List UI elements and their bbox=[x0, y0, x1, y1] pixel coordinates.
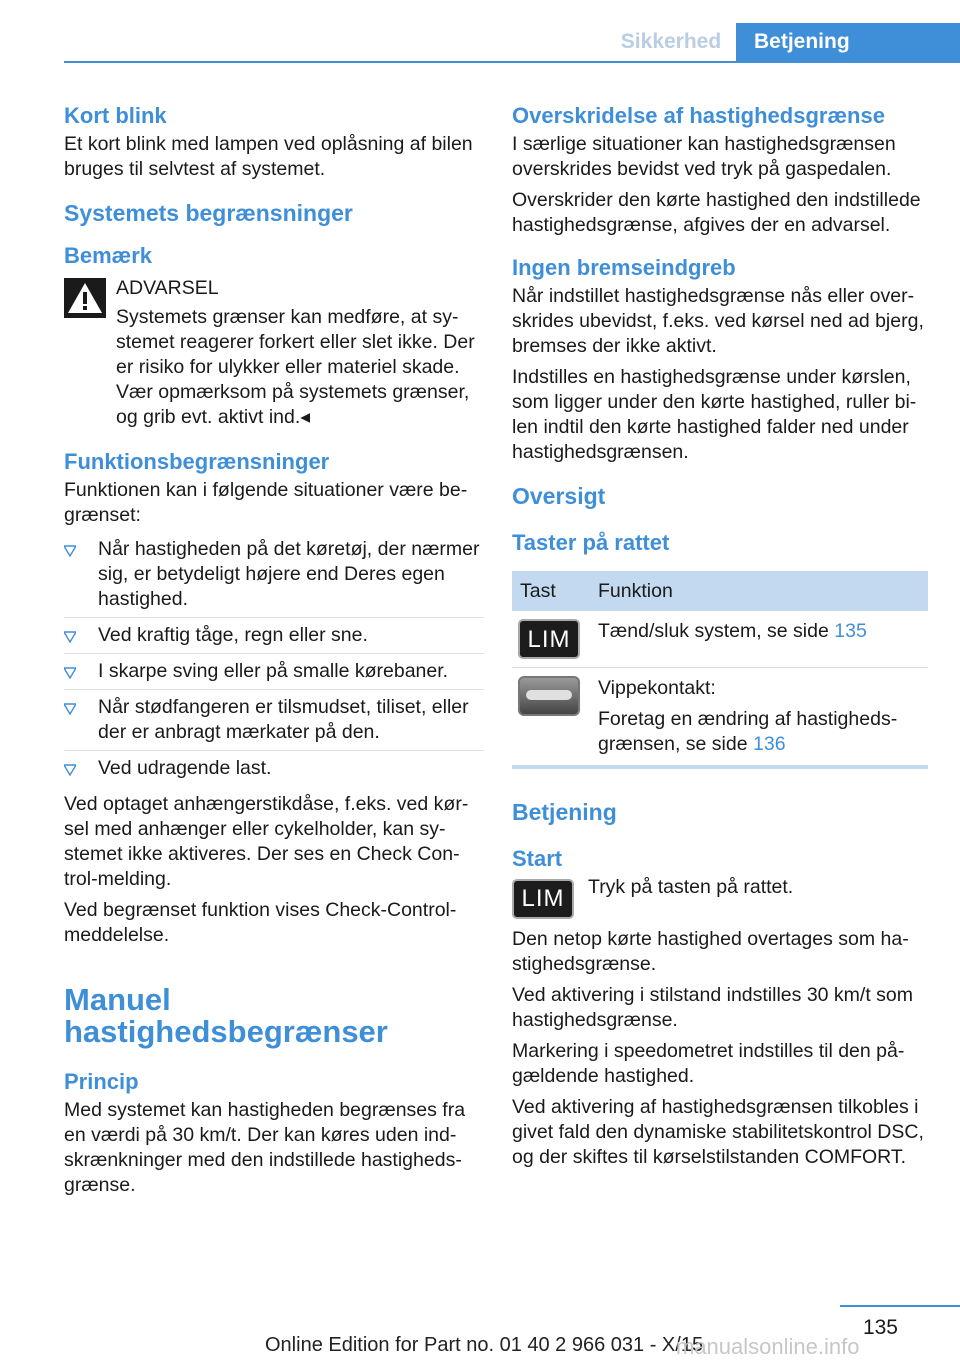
lim-button-icon: LIM bbox=[518, 619, 580, 659]
heading-betjening: Betjening bbox=[512, 799, 617, 825]
heading-ingen-bremseindgreb: Ingen bremseindgreb bbox=[512, 255, 736, 280]
warning-triangle-icon bbox=[64, 278, 106, 318]
list-item bbox=[64, 618, 484, 654]
list-item-text: Ved kraftig tåge, regn eller sne. bbox=[98, 624, 368, 646]
tab-sikkerhed[interactable]: Sikkerhed bbox=[620, 30, 722, 53]
heading-hastighedsbegraenser: hastighedsbegrænser bbox=[64, 1014, 388, 1049]
list-item-text: I skarpe sving eller på smalle kørebaner. bbox=[98, 660, 449, 682]
triangle-bullet-icon bbox=[64, 703, 76, 715]
list-item-text: Når hastigheden på det køretøj, der nærmer sig, er betydeligt højere end Deres egen hastighed. bbox=[98, 538, 480, 610]
warning-title: ADVARSEL bbox=[116, 277, 219, 299]
triangle-bullet-icon bbox=[64, 667, 76, 679]
warning-box bbox=[64, 276, 484, 430]
heading-funktionsbegraensninger: Funktionsbegrænsninger bbox=[64, 449, 330, 474]
heading-systemets-begraensninger: Systemets begrænsninger bbox=[64, 200, 353, 226]
list-item bbox=[64, 690, 484, 751]
text-anhaenger: Ved optaget anhængerstikdåse, f.eks. ved kørsel med anhænger eller cykelholder, kan systemet ikke aktiveres. Der ses en Check Control-melding. bbox=[64, 793, 469, 890]
triangle-bullet-icon bbox=[64, 545, 76, 557]
page-link-135[interactable]: 135 bbox=[834, 620, 867, 642]
text-betjening-4: Ved aktivering af hastighedsgrænsen tilkobles i givet fald den dynamiske stabilitetskontrol DSC, og der skiftes til kørselstilstanden COMFORT. bbox=[512, 1096, 924, 1168]
edition-text: Online Edition for Part no. 01 40 2 966 031 - X/15 bbox=[265, 1334, 704, 1356]
triangle-bullet-icon bbox=[64, 631, 76, 643]
heading-oversigt: Oversigt bbox=[512, 483, 606, 509]
right-column bbox=[512, 100, 932, 1176]
warning-text bbox=[64, 305, 484, 430]
text-over-1: I særlige situationer kan hastighedsgrænsen overskrides bevidst ved tryk på gaspedalen. bbox=[512, 133, 896, 180]
row2-text: Foretag en ændring af hastighedsgrænsen, se side bbox=[598, 708, 898, 755]
rocker-switch-icon bbox=[518, 676, 580, 716]
table-cell-key bbox=[512, 611, 590, 668]
lim-button-icon: LIM bbox=[512, 879, 574, 919]
column-header-funktion: Funktion bbox=[590, 571, 928, 611]
table-header-row bbox=[512, 571, 928, 611]
warning-text-inline: Systemets grænser kan medføre, at systemet reagerer forkert eller slet ikke. Der er risiko for ulykker eller materiel skade. Vær opmærksom på systemets grænser, og grib evt. aktivt ind.◂ bbox=[116, 306, 475, 428]
list-item-text: Når stødfangeren er tilsmudset, tiliset, eller der er anbragt mærkater på den. bbox=[98, 696, 469, 743]
text-start: Tryk på tasten på rattet. bbox=[588, 876, 794, 898]
table-row bbox=[512, 668, 928, 768]
list-item bbox=[64, 532, 484, 618]
text-over-2: Overskrider den kørte hastighed den indstillede hastighedsgrænse, afgives der en advarsel. bbox=[512, 189, 921, 236]
heading-bemaerk: Bemærk bbox=[64, 243, 153, 268]
heading-start: Start bbox=[512, 846, 563, 871]
text-betjening-1: Den netop kørte hastighed overtages som hastighedsgrænse. bbox=[512, 928, 909, 975]
text-kort-blink: Et kort blink med lampen ved oplåsning af bilen bruges til selvtest af systemet. bbox=[64, 133, 473, 180]
text-betjening-2: Ved aktivering i stilstand indstilles 30 km/t som hastighedsgrænse. bbox=[512, 984, 914, 1031]
text-ingen-2: Indstilles en hastighedsgrænse under kørslen, som ligger under den kørte hastighed, ruller bilen indtil den kørte hastighed falder ned under hastighedsgrænsen. bbox=[512, 366, 917, 463]
text-ingen-1: Når indstillet hastighedsgrænse nås eller overskrides ubevidst, f.eks. ved kørsel ned ad bjerg, bremses der ikke aktivt. bbox=[512, 285, 924, 357]
limitation-list bbox=[64, 532, 484, 786]
row2-title: Vippekontakt: bbox=[598, 677, 716, 699]
page-number: 135 bbox=[862, 1316, 898, 1339]
heading-manuel: Manuel bbox=[64, 982, 171, 1017]
text-check-control: Ved begrænset funktion vises Check-Control-meddelelse. bbox=[64, 899, 457, 946]
list-item bbox=[64, 654, 484, 690]
table-cell-function bbox=[590, 668, 928, 768]
heading-overskridelse: Overskridelse af hastighedsgrænse bbox=[512, 103, 885, 128]
watermark: manualsonline.info bbox=[676, 1334, 860, 1359]
heading-kort-blink: Kort blink bbox=[64, 103, 167, 128]
text-funktion: Funktionen kan i følgende situationer være begrænset: bbox=[64, 479, 468, 526]
chapter-tabs bbox=[606, 23, 960, 61]
list-item-text: Ved udragende last. bbox=[98, 757, 272, 779]
page-link-136[interactable]: 136 bbox=[753, 733, 786, 755]
row1-text: Tænd/sluk system, se side bbox=[598, 620, 835, 642]
header-rule bbox=[64, 61, 960, 63]
text-princip: Med systemet kan hastigheden begrænses fra en værdi på 30 km/t. Der kan køres uden indskrænkninger med den indstillede hastighedsgrænse. bbox=[64, 1099, 466, 1196]
footer-rule bbox=[840, 1305, 960, 1307]
steering-keys-table bbox=[512, 571, 928, 769]
left-column bbox=[64, 100, 484, 1204]
heading-taster: Taster på rattet bbox=[512, 530, 670, 555]
tab-betjening[interactable]: Betjening bbox=[736, 23, 960, 61]
column-header-tast: Tast bbox=[512, 571, 590, 611]
list-item bbox=[64, 751, 484, 786]
heading-princip: Princip bbox=[64, 1069, 139, 1094]
table-row bbox=[512, 611, 928, 668]
triangle-bullet-icon bbox=[64, 764, 76, 776]
text-betjening-3: Markering i speedometret indstilles til den pågældende hastighed. bbox=[512, 1040, 905, 1087]
table-cell-function bbox=[590, 611, 928, 668]
start-instruction bbox=[512, 875, 932, 921]
table-cell-key bbox=[512, 668, 590, 768]
